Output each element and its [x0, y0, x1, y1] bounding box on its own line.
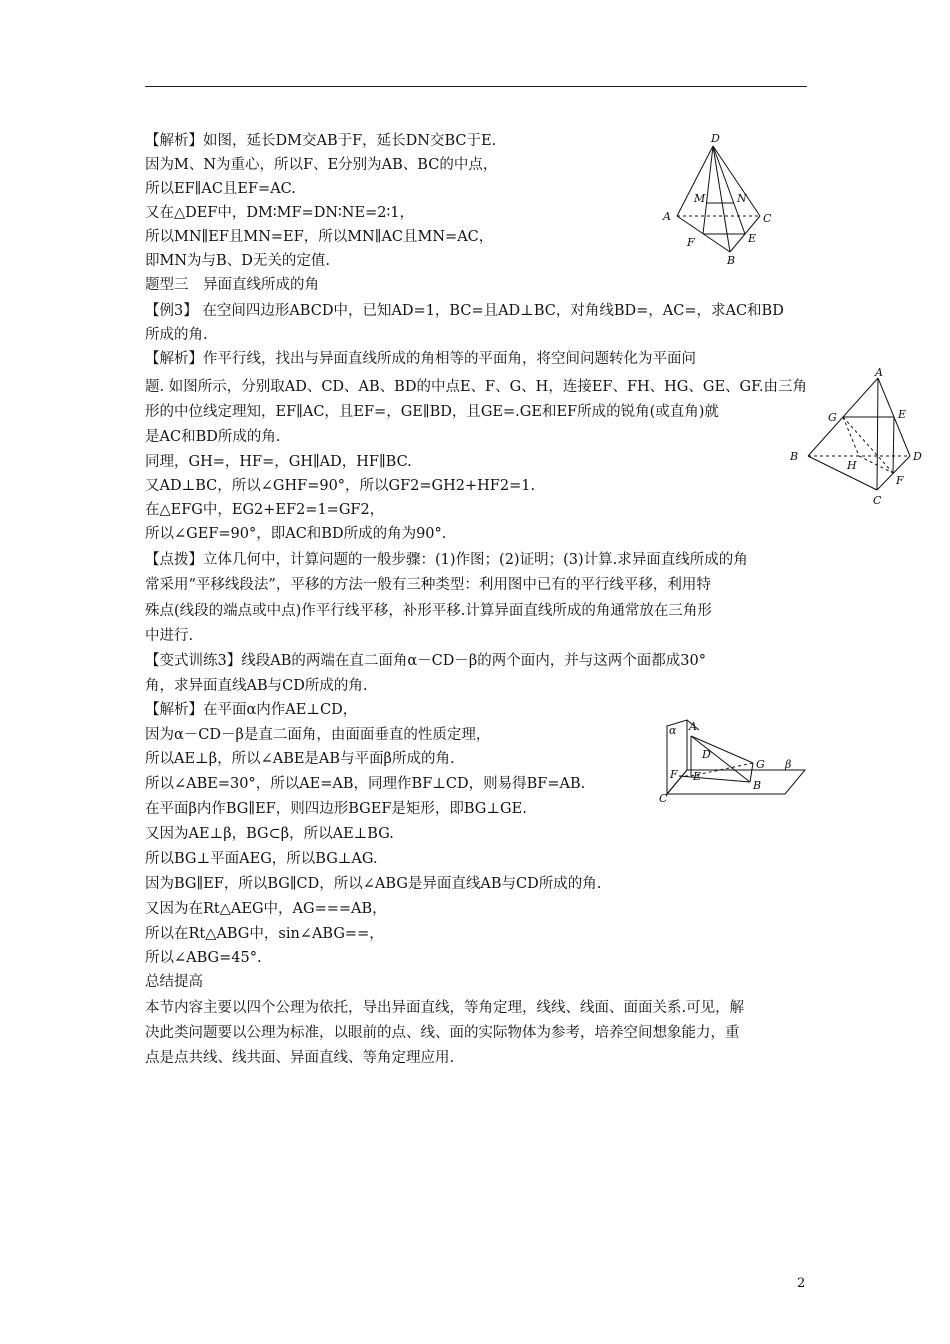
figure-label: E — [748, 232, 757, 245]
figure-label: B — [790, 450, 799, 463]
text-line: 题. 如图所示，分别取AD、CD、AB、BD的中点E、F、G、H，连接EF、FH、HG、GE、GF.由三角 — [145, 379, 808, 395]
tetrahedron-figure-1 — [655, 132, 785, 267]
text-line: 同理，GH=，HF=，GH∥AD，HF∥BC. — [145, 454, 412, 470]
figure-label: N — [737, 192, 747, 205]
text-line: 点是点共线、线共面、异面直线、等角定理应用. — [145, 1050, 455, 1066]
tetrahedron-figure-2 — [786, 366, 931, 511]
figure-label: G — [756, 758, 765, 771]
text-line: 又在△DEF中，DM∶MF=DN∶NE=2∶1， — [145, 205, 414, 221]
text-line: 本节内容主要以四个公理为依托，导出异面直线，等角定理，线线、线面、面面关系.可见，解 — [145, 1000, 745, 1016]
figure-label: A — [875, 366, 883, 379]
figure-label: β — [785, 758, 792, 771]
page-number: 2 — [797, 1276, 806, 1291]
text-line: 又因为在Rt△AEG中，AG===AB， — [145, 901, 387, 917]
text-line: 【解析】在平面α内作AE⊥CD， — [145, 702, 358, 718]
text-line: 所以AE⊥β，所以∠ABE是AB与平面β所成的角. — [145, 751, 455, 767]
text-line: 所以∠ABG=45°. — [145, 950, 262, 966]
section-heading: 题型三 异面直线所成的角 — [145, 277, 319, 293]
text-line: 中进行. — [145, 628, 194, 644]
figure-label: B — [753, 779, 762, 792]
text-line: 即MN为与B、D无关的定值. — [145, 253, 330, 269]
text-line: 又因为AE⊥β，BG⊂β，所以AE⊥BG. — [145, 826, 394, 842]
figure-label: E — [898, 408, 907, 421]
text-line: 所以在Rt△ABG中，sin∠ABG==， — [145, 926, 384, 942]
text-line: 形的中位线定理知，EF∥AC，且EF=，GE∥BD，且GE=.GE和EF所成的锐角(或直角)就 — [145, 404, 719, 420]
text-line: 【例3】 在空间四边形ABCD中，已知AD=1，BC=且AD⊥BC，对角线BD=，AC=，求AC和BD — [145, 303, 784, 319]
figure-label: G — [828, 411, 837, 424]
text-line: 所以MN∥EF且MN=EF，所以MN∥AC且MN=AC， — [145, 229, 494, 245]
figure-label: C — [873, 494, 882, 507]
text-line: 所以EF∥AC且EF=AC. — [145, 181, 296, 197]
figure-label: A — [689, 720, 697, 733]
text-line: 是AC和BD所成的角. — [145, 429, 281, 445]
text-line: 角，求异面直线AB与CD所成的角. — [145, 678, 368, 694]
text-line: 决此类问题要以公理为标准，以眼前的点、线、面的实际物体为参考，培养空间想象能力，重 — [145, 1025, 740, 1041]
figure-label: D — [702, 748, 711, 761]
header-rule — [145, 86, 807, 87]
text-line: 【解析】作平行线，找出与异面直线所成的角相等的平面角，将空间问题转化为平面问 — [145, 351, 696, 367]
text-line: 因为M、N为重心，所以F、E分别为AB、BC的中点， — [145, 157, 498, 173]
figure-label: F — [687, 236, 695, 249]
text-line: 常采用“平移线段法”，平移的方法一般有三种类型：利用图中已有的平行线平移，利用特 — [145, 577, 711, 593]
figure-label: F — [670, 768, 678, 781]
figure-label: α — [669, 724, 677, 737]
section-heading: 总结提高 — [145, 974, 203, 990]
text-line: 【解析】如图，延长DM交AB于F，延长DN交BC于E. — [145, 133, 497, 149]
text-line: 所以BG⊥平面AEG，所以BG⊥AG. — [145, 851, 378, 867]
text-line: 所以∠GEF=90°，即AC和BD所成的角为90°. — [145, 526, 447, 542]
figure-label: B — [727, 254, 736, 267]
text-line: 在平面β内作BG∥EF，则四边形BGEF是矩形，即BG⊥GE. — [145, 801, 527, 817]
text-line: 所以∠ABE=30°，所以AE=AB，同理作BF⊥CD，则易得BF=AB. — [145, 776, 586, 792]
text-line: 殊点(线段的端点或中点)作平行线平移，补形平移.计算异面直线所成的角通常放在三角形 — [145, 603, 712, 619]
figure-label: D — [913, 450, 922, 463]
figure-label: H — [847, 459, 857, 472]
text-line: 所成的角. — [145, 327, 208, 343]
text-line: 又AD⊥BC，所以∠GHF=90°，所以GF2=GH2+HF2=1. — [145, 478, 536, 494]
text-line: 【点拨】立体几何中，计算问题的一般步骤：(1)作图；(2)证明；(3)计算.求异面直线所成的角 — [145, 552, 748, 568]
dihedral-angle-figure — [655, 716, 805, 806]
text-line: 【变式训练3】线段AB的两端在直二面角α－CD－β的两个面内，并与这两个面都成30° — [145, 653, 706, 669]
figure-label: F — [896, 474, 904, 487]
text-line: 在△EFG中，EG2+EF2=1=GF2， — [145, 502, 385, 518]
figure-label: M — [694, 192, 706, 205]
figure-label: E — [693, 770, 702, 783]
figure-label: A — [663, 210, 671, 223]
text-line: 因为BG∥EF，所以BG∥CD，所以∠ABG是异面直线AB与CD所成的角. — [145, 876, 602, 892]
figure-label: C — [763, 212, 772, 225]
text-line: 因为α－CD－β是直二面角，由面面垂直的性质定理， — [145, 727, 491, 743]
figure-label: C — [659, 792, 668, 805]
figure-label: D — [711, 132, 720, 145]
